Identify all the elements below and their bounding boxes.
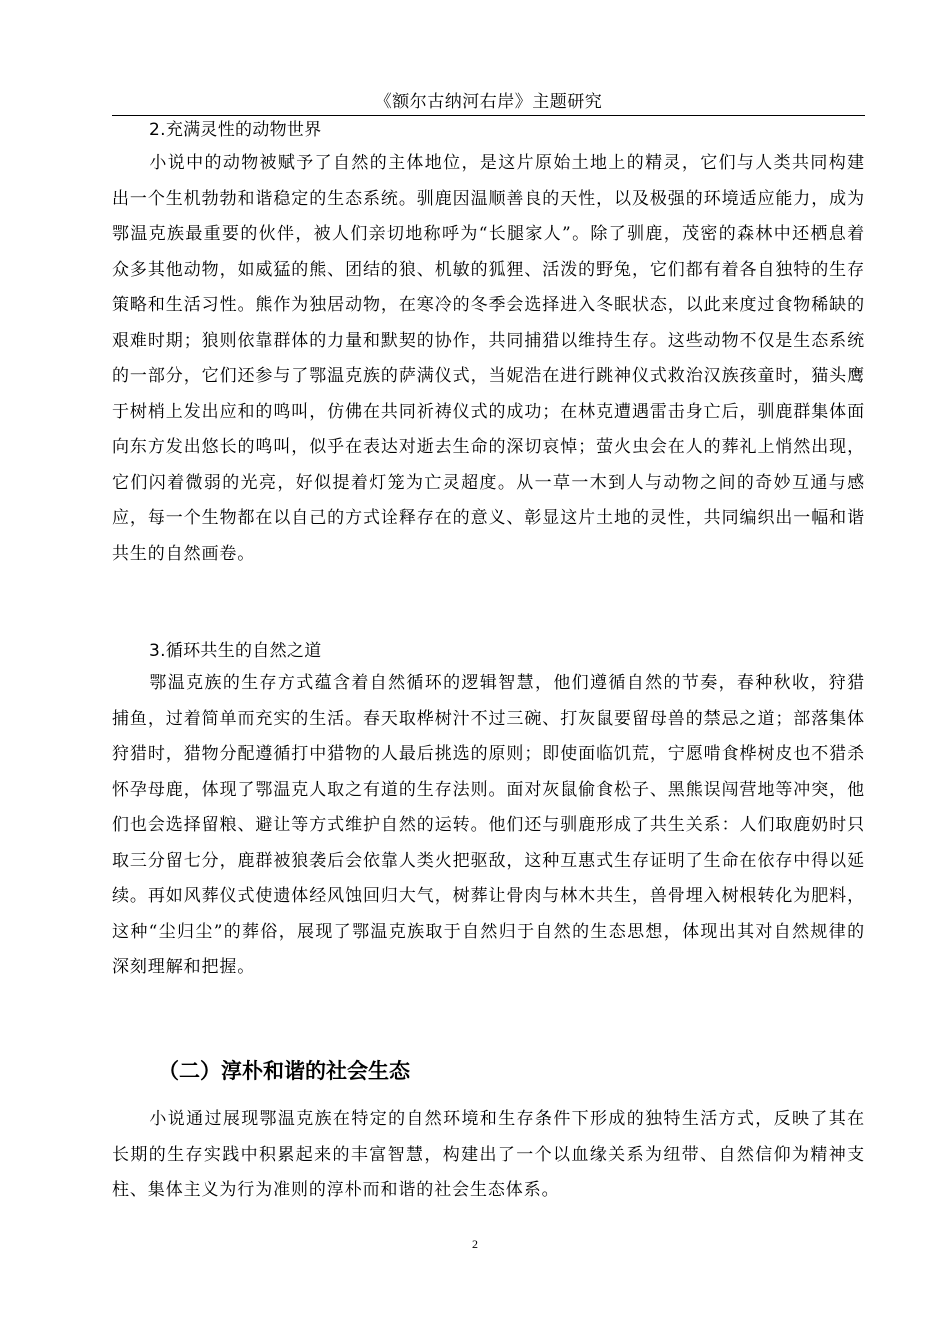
- header-rule: [112, 115, 865, 116]
- sub-heading-natural-cycle: 3.循环共生的自然之道: [149, 641, 322, 661]
- section-heading-social-ecology: （二）淳朴和谐的社会生态: [158, 1059, 410, 1083]
- running-header: 《额尔古纳河右岸》主题研究: [374, 92, 603, 112]
- paragraph-social-ecology: 小说通过展现鄂温克族在特定的自然环境和生存条件下形成的独特生活方式，反映了其在长期的生存实践中积累起来的丰富智慧，构建出了一个以血缘关系为纽带、自然信仰为精神支柱、集体主义为行为准则的淳朴而和谐的社会生态体系。: [112, 1109, 865, 1200]
- paragraph-animal-world: 小说中的动物被赋予了自然的主体地位，是这片原始土地上的精灵，它们与人类共同构建出一个生机勃勃和谐稳定的生态系统。驯鹿因温顺善良的天性，以及极强的环境适应能力，成为鄂温克族最重要的伙伴，被人们亲切地称呼为“长腿家人”。除了驯鹿，茂密的森林中还栖息着众多其他动物，如威猛的熊、团结的狼、机敏的狐狸、活泼的野兔，它们都有着各自独特的生存策略和生活习性。熊作为独居动物，在寒冷的冬季会选择进入冬眠状态，以此来度过食物稀缺的艰难时期；狼则依靠群体的力量和默契的协作，共同捕猎以维持生存。这些动物不仅是生态系统的一部分，它们还参与了鄂温克族的萨满仪式，当妮浩在进行跳神仪式救治汉族孩童时，猫头鹰于树梢上发出应和的鸣叫，仿佛在共同祈祷仪式的成功；在林克遭遇雷击身亡后，驯鹿群集体面向东方发出悠长的鸣叫，似乎在表达对逝去生命的深切哀悼；萤火虫会在人的葬礼上悄然出现，它们闪着微弱的光亮，好似提着灯笼为亡灵超度。从一草一木到人与动物之间的奇妙互通与感应，每一个生物都在以自己的方式诠释存在的意义、彰显这片土地的灵性，共同编织出一幅和谐共生的自然画卷。: [112, 153, 865, 564]
- page-number: 2: [472, 1237, 478, 1251]
- sub-heading-animal-world: 2.充满灵性的动物世界: [149, 120, 322, 140]
- paragraph-natural-cycle: 鄂温克族的生存方式蕴含着自然循环的逻辑智慧，他们遵循自然的节奏，春种秋收，狩猎捕鱼，过着简单而充实的生活。春天取桦树汁不过三碗、打灰鼠要留母兽的禁忌之道；部落集体狩猎时，猎物分配遵循打中猎物的人最后挑选的原则；即使面临饥荒，宁愿啃食桦树皮也不猎杀怀孕母鹿，体现了鄂温克人取之有道的生存法则。面对灰鼠偷食松子、黑熊误闯营地等冲突，他们也会选择留粮、避让等方式维护自然的运转。他们还与驯鹿形成了共生关系：人们取鹿奶时只取三分留七分，鹿群被狼袭后会依靠人类火把驱敌，这种互惠式生存证明了生命在依存中得以延续。再如风葬仪式使遗体经风蚀回归大气，树葬让骨肉与林木共生，兽骨埋入树根转化为肥料，这种“尘归尘”的葬俗，展现了鄂温克族取于自然归于自然的生态思想，体现出其对自然规律的深刻理解和把握。: [112, 673, 865, 977]
